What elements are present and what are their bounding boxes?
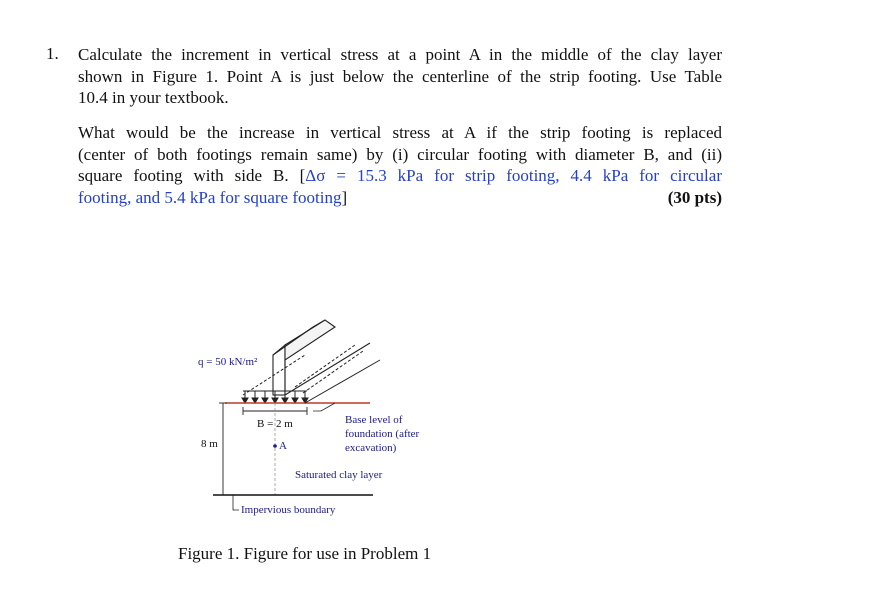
text-line: shown in Figure 1. Point A is just below the centerline of the strip footing. Use Table — [78, 66, 722, 86]
figure-caption: Figure 1. Figure for use in Problem 1 — [178, 544, 432, 563]
text-line-black: square footing with side B. [ — [78, 166, 306, 185]
boundary-leader — [233, 495, 239, 510]
text-line — [78, 187, 722, 209]
points-label: (30 pts) — [667, 187, 722, 207]
base-level-leader — [313, 403, 335, 411]
text-line — [78, 165, 722, 187]
depth-dimension — [219, 403, 227, 495]
answer-hint: footing, and 5.4 kPa for square footing — [78, 187, 342, 207]
problem-paragraph-2 — [78, 122, 722, 208]
ground-isometric-line — [305, 360, 380, 403]
base-level-label-line: Base level of — [345, 414, 403, 426]
point-a-marker — [273, 444, 277, 448]
footing-base-dashes — [243, 345, 363, 395]
text-line: Calculate the increment in vertical stress at a point A in the middle of the clay layer — [78, 45, 722, 64]
load-label: q = 50 kN/m² — [198, 356, 258, 368]
base-level-label-line: foundation (after — [345, 428, 420, 440]
bracket-close: ] — [341, 187, 348, 207]
answer-hint: Δσ = 15.3 kPa for strip footing, 4.4 kPa for circular — [305, 166, 722, 185]
point-a-label: A — [279, 440, 287, 452]
depth-label: 8 m — [201, 438, 218, 450]
impervious-boundary-label: Impervious boundary — [241, 504, 336, 516]
clay-layer-label: Saturated clay layer — [295, 469, 383, 481]
strip-footing-shape — [273, 320, 370, 395]
base-level-label-line: excavation) — [345, 442, 397, 454]
width-label: B = 2 m — [257, 418, 293, 430]
problem-number: 1. — [46, 44, 59, 63]
text-line: What would be the increase in vertical stress at A if the strip footing is replaced — [78, 123, 722, 142]
load-arrows — [242, 391, 308, 403]
text-line: 10.4 in your textbook. — [78, 88, 229, 107]
problem-paragraph-1 — [78, 44, 722, 109]
strip-footing-figure — [195, 315, 465, 530]
text-line: (center of both footings remain same) by (i) circular footing with diameter B, and (ii) — [78, 144, 722, 164]
